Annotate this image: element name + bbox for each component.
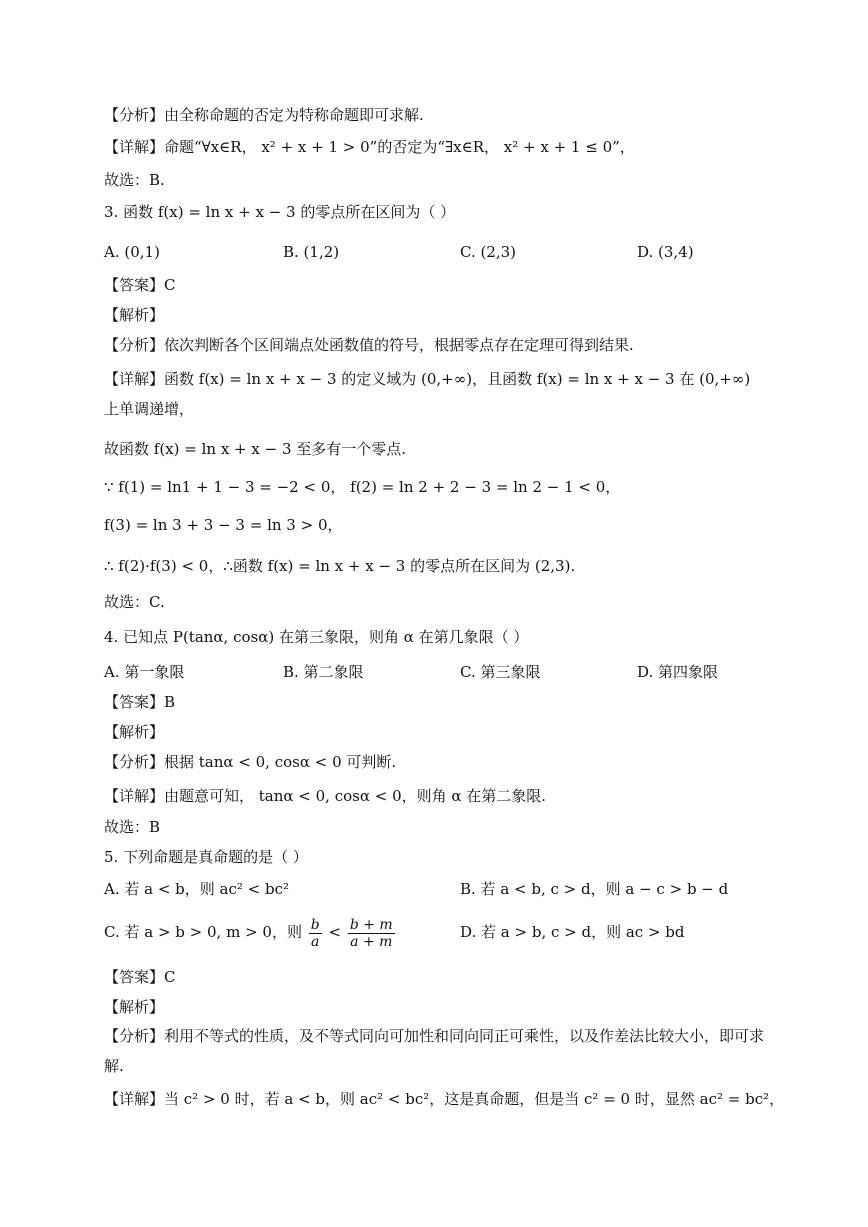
fraction xyxy=(348,917,395,950)
text-line: 故函数 f(x) = ln x + x − 3 至多有一个零点. xyxy=(104,440,407,458)
analysis-heading: 【解析】 xyxy=(104,306,165,324)
q4-option-a: A. 第一象限 xyxy=(104,663,185,681)
q5-option-b: B. 若 a < b, c > d，则 a − c > b − d xyxy=(460,880,729,898)
text-line: 【分析】利用不等式的性质，及不等式同向可加性和同向同正可乘性，以及作差法比较大小，即可求解. xyxy=(104,1027,765,1075)
text-line: 【详解】函数 f(x) = ln x + x − 3 的定义域为 (0,+∞)，且函数 f(x) = ln x + x − 3 在 (0,+∞) 上单调递增， xyxy=(104,370,751,418)
text-line: 故选：B xyxy=(104,818,161,836)
fraction xyxy=(309,917,322,950)
question-3: 3. 函数 f(x) = ln x + x − 3 的零点所在区间为（ ） xyxy=(104,203,456,221)
q5-option-d: D. 若 a > b, c > d，则 ac > bd xyxy=(460,923,685,941)
less-than-sign: < xyxy=(328,923,342,941)
analysis-heading: 【解析】 xyxy=(104,723,165,741)
text-line: 【分析】根据 tanα < 0, cosα < 0 可判断. xyxy=(104,753,397,771)
analysis-heading: 【解析】 xyxy=(104,998,165,1016)
q4-option-b: B. 第二象限 xyxy=(283,663,364,681)
q3-option-c: C. (2,3) xyxy=(460,243,517,261)
fraction-numerator: b + m xyxy=(349,916,393,933)
text-line: 故选：C. xyxy=(104,593,165,611)
question-4: 4. 已知点 P(tanα, cosα) 在第三象限，则角 α 在第几象限（ ） xyxy=(104,628,529,646)
q5-option-c-prefix: C. 若 a > b > 0, m > 0，则 xyxy=(104,923,302,941)
text-line: f(3) = ln 3 + 3 − 3 = ln 3 > 0， xyxy=(104,516,343,534)
q3-option-d: D. (3,4) xyxy=(637,243,694,261)
answer-line: 【答案】C xyxy=(104,276,176,294)
q4-option-c: C. 第三象限 xyxy=(460,663,541,681)
q5-option-c xyxy=(104,912,397,952)
text-line: 【分析】由全称命题的否定为特称命题即可求解. xyxy=(104,106,424,124)
text-line: 【详解】由题意可知， tanα < 0, cosα < 0，则角 α 在第二象限. xyxy=(104,787,547,805)
text-line: ∴ f(2)·f(3) < 0，∴函数 f(x) = ln x + x − 3 的零点所在区间为 (2,3). xyxy=(104,557,576,575)
text-line: 【详解】命题“∀x∈R， x² + x + 1 > 0”的否定为“∃x∈R， x² + x + 1 ≤ 0”， xyxy=(104,138,635,156)
fraction-numerator: b xyxy=(310,916,320,933)
text-line: 故选：B. xyxy=(104,171,165,189)
q3-option-b: B. (1,2) xyxy=(283,243,340,261)
fraction-denominator: a xyxy=(311,933,320,950)
text-line: 【详解】当 c² > 0 时，若 a < b，则 ac² < bc²，这是真命题，但是当 c² = 0 时，显然 ac² = bc²， xyxy=(104,1090,785,1108)
q5-option-a: A. 若 a < b，则 ac² < bc² xyxy=(104,880,290,898)
text-line: ∵ f(1) = ln1 + 1 − 3 = −2 < 0， f(2) = ln 2 + 2 − 3 = ln 2 − 1 < 0， xyxy=(104,478,621,496)
answer-line: 【答案】C xyxy=(104,968,176,986)
text-line: 【分析】依次判断各个区间端点处函数值的符号，根据零点存在定理可得到结果. xyxy=(104,336,634,354)
answer-line: 【答案】B xyxy=(104,693,176,711)
q3-option-a: A. (0,1) xyxy=(104,243,160,261)
fraction-denominator: a + m xyxy=(350,933,393,950)
q4-option-d: D. 第四象限 xyxy=(637,663,719,681)
question-5: 5. 下列命题是真命题的是（ ） xyxy=(104,848,308,866)
